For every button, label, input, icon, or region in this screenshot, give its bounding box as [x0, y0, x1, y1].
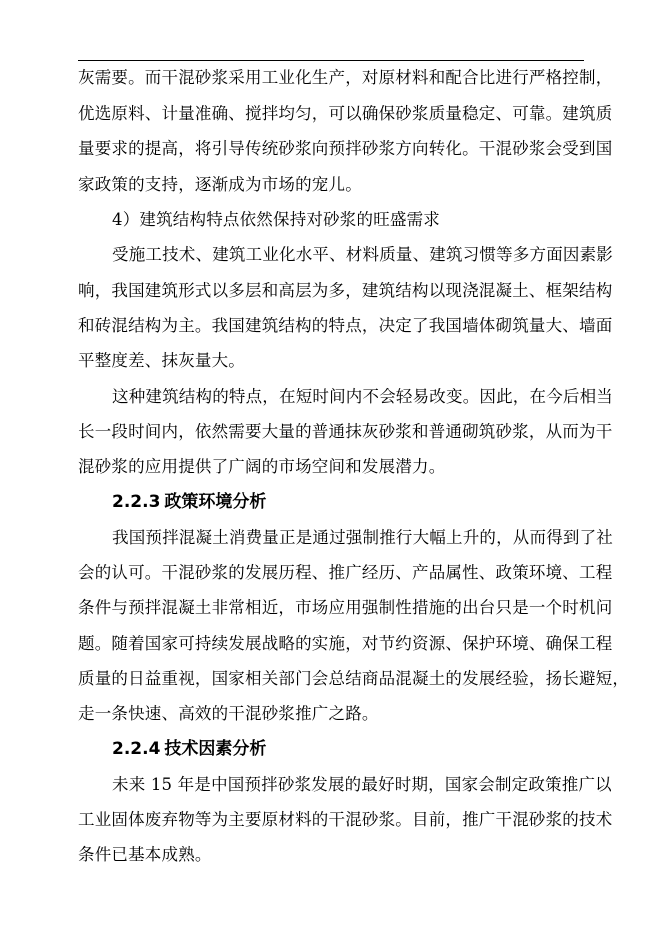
text-line: 和砖混结构为主。我国建筑结构的特点，决定了我国墙体砌筑量大、墙面	[78, 316, 613, 335]
list-item-heading: 4）建筑结构特点依然保持对砂浆的旺盛需求	[112, 210, 440, 229]
text-line: 条件已基本成熟。	[78, 845, 212, 864]
section-heading-2-2-4	[112, 739, 266, 759]
text-line: 题。随着国家可持续发展战略的实施，对节约资源、保护环境、确保工程	[78, 634, 613, 653]
text-line: 我国预拌混凝土消费量正是通过强制推行大幅上升的，从而得到了社	[112, 528, 613, 547]
text-line: 质量的日益重视，国家相关部门会总结商品混凝土的发展经验，扬长避短，	[78, 669, 630, 688]
text-line: 混砂浆的应用提供了广阔的市场空间和发展潜力。	[78, 457, 446, 476]
text-line: 长一段时间内，依然需要大量的普通抹灰砂浆和普通砌筑砂浆，从而为干	[78, 422, 613, 441]
text-line: 平整度差、抹灰量大。	[78, 351, 245, 370]
text-line: 优选原料、计量准确、搅拌均匀，可以确保砂浆质量稳定、可靠。建筑质	[78, 104, 613, 123]
text-line: 工业固体废弃物等为主要原材料的干混砂浆。目前，推广干混砂浆的技术	[78, 810, 613, 829]
section-heading-2-2-3	[112, 492, 266, 512]
text-line: 会的认可。干混砂浆的发展历程、推广经历、产品属性、政策环境、工程	[78, 563, 613, 582]
header-rule	[78, 60, 584, 61]
text-line: 灰需要。而干混砂浆采用工业化生产，对原材料和配合比进行严格控制，	[78, 68, 613, 87]
text-line: 响，我国建筑形式以多层和高层为多，建筑结构以现浇混凝土、框架结构	[78, 281, 613, 300]
text-line: 受施工技术、建筑工业化水平、材料质量、建筑习惯等多方面因素影	[112, 245, 613, 264]
text-line: 未来 15 年是中国预拌砂浆发展的最好时期，国家会制定政策推广以	[112, 775, 612, 794]
text-line: 条件与预拌混凝土非常相近，市场应用强制性措施的出台只是一个时机问	[78, 598, 613, 617]
text-line: 这种建筑结构的特点，在短时间内不会轻易改变。因此，在今后相当	[112, 387, 613, 406]
text-line: 走一条快速、高效的干混砂浆推广之路。	[78, 704, 379, 723]
text-line: 量要求的提高，将引导传统砂浆向预拌砂浆方向转化。干混砂浆会受到国	[78, 139, 613, 158]
section-number: 2.2.3	[112, 492, 161, 512]
text-line: 家政策的支持，逐渐成为市场的宠儿。	[78, 175, 362, 194]
section-number: 2.2.4	[112, 739, 161, 759]
section-title: 政策环境分析	[164, 492, 267, 512]
section-title: 技术因素分析	[164, 739, 267, 759]
